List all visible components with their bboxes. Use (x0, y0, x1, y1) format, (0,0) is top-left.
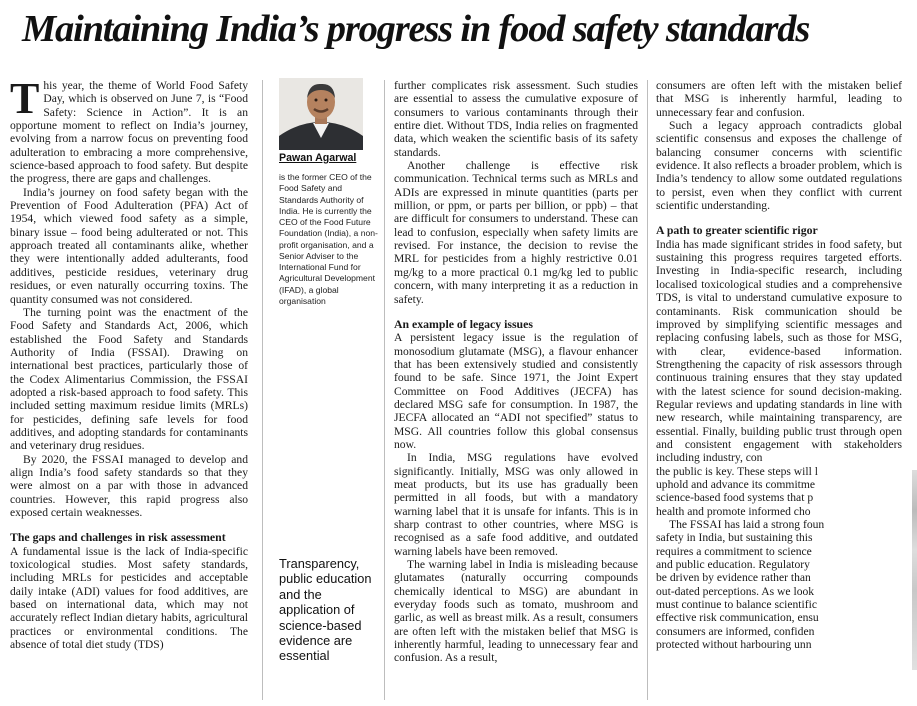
column-divider (262, 80, 263, 700)
paragraph: The turning point was the enactment of the Food Safety and Standards Act, 2006, which established the Food Safety and Standards Authority of India (FSSAI). Drawing on international best practices, particularly those of the Codex Alimentarius Commission, the FSSAI adopted a risk-based approach to food safety. This included setting maximum residue limits (MRLs) for pesticides, defining safe levels for food additives, and adopting standards for contaminants and veterinary drug residues. (10, 305, 248, 453)
paragraph: India has made significant strides in food safety, but sustaining this progress requires targeted efforts. Investing in India-specific research, including localised toxicological studies and a comprehensive TDS, is vital to understand cumulative exposure to contaminants. Risk communication should be improved by simplifying scientific messages and replacing confusing labels, such as those for MSG, with clear, evidence-based information. Strengthening the capacity of risk assessors through continuous training ensures that they stay updated with the latest science for sound decision-making. Regular reviews and updating standards in line with new research, while maintaining transparency, are essential. Finally, building public trust through open and consistent engagement with stakeholders including industry, con the public is key. These steps will l uphold and advance its commitme science-based food systems that p health and promote informed cho (656, 237, 902, 518)
column-divider (384, 80, 385, 700)
column-divider (647, 80, 648, 700)
paragraph: In India, MSG regulations have evolved significantly. Initially, MSG was only allowed in meat products, but its use has gradually been permitted in all foods, but with a mandatory warning label that it is unsafe for infants. This is in sharp contrast to other countries, where MSG is recognised as a safe food additive, and outdated warning labels have been removed. (394, 451, 638, 558)
author-bio: is the former CEO of the Food Safety and Standards Authority of India. He is currently the CEO of the Food Future Foundation (India), a non-profit organisation, and a Senior Adviser to the International Fund for Agricultural Development (IFAD), a global organisation (279, 172, 378, 306)
article-column-1 (10, 79, 248, 696)
author-name: Pawan Agarwal (279, 152, 357, 164)
paragraph: Such a legacy approach contradicts global scientific consensus and exposes the challenge of balancing consumer concerns with scientific evidence. It also reflects a broader problem, which is India’s tendency to allow some outdated regulations to persist, even when they conflict with current scientific understanding. (656, 119, 902, 213)
page-edge (912, 470, 917, 670)
headline: Maintaining India’s progress in food safety standards (22, 8, 810, 50)
paragraph: A fundamental issue is the lack of India-specific toxicological studies. Most safety standards, including MRLs for pesticides and acceptable daily intake (ADI) values for food additives, are based on international data, which may not accurately reflect Indian dietary habits, agricultural practices or environmental conditions. The absence of total diet study (TDS) (10, 544, 248, 652)
section-heading: A path to greater scientific rigor (656, 223, 818, 238)
paragraph: A persistent legacy issue is the regulation of monosodium glutamate (MSG), a flavour enhancer that has been extensively studied and consistently found to be safe. Since 1971, the Joint Expert Committee on Food Additives (JECFA) has declared MSG safe for consumption. In 1987, the JECFA allocated an “ADI not specified” status to MSG. All countries follow this global consensus now. (394, 331, 638, 451)
section-heading: The gaps and challenges in risk assessment (10, 530, 226, 545)
paragraph: consumers are often left with the mistaken belief that MSG is inherently harmful, leading to unnecessary fear and confusion. (656, 79, 902, 119)
paragraph: further complicates risk assessment. Such studies are essential to assess the cumulative exposure of consumers to various contaminants through their entire diet. Without TDS, India relies on fragmented data, which weaken the scientific basis of its safety standards. (394, 79, 638, 159)
paragraph: Another challenge is effective risk communication. Technical terms such as MRLs and ADIs are expressed in minute quantities (parts per million, or ppm, or parts per billion, or ppb) – that are difficult for consumers to understand. These can lead to confusion, especially when safety limits are revised. For instance, the decision to revise the MRL for pesticides from a highly restrictive 0.01 mg/kg to a more practical 0.1 mg/kg led to public concern, with many interpreting it as a reduction in safety. (394, 159, 638, 306)
paragraph: This year, the theme of World Food Safety Day, which is observed on June 7, is “Food Safety: Science in Action”. It is an opportune moment to reflect on India’s journey, evolving from a narrow focus on preventing food adulteration to embracing a more comprehensive, science-based approach to food safety. But despite the progress, there are gaps and challenges. (10, 79, 248, 186)
article-column-3 (394, 79, 638, 665)
torn-corner (828, 466, 917, 706)
drop-cap: T (10, 79, 40, 123)
paragraph: The FSSAI has laid a strong foun safety in India, but sustaining this requires a commitment to science and public education. Regulatory be driven by evidence rather than out-dated perceptions. As we look must continue to balance scientific effective risk communication, ensu consumers are informed, confiden protected without harbouring unn (656, 518, 825, 652)
section-heading: An example of legacy issues (394, 316, 533, 331)
pull-quote: Transparency, public education and the application of science-based evidence are essential (279, 556, 372, 664)
paragraph: India’s journey on food safety began with the Prevention of Food Adulteration (PFA) Act of 1954, which viewed food safety as a simple, binary issue – food being adulterated or not. This approach treated all contaminants alike, whether they were intentionally added adulterants, food additives, pesticide residues, veterinary drug residues, or even naturally occurring toxins. The quantity consumed was not considered. (10, 185, 248, 306)
paragraph: By 2020, the FSSAI managed to develop and align India’s food safety standards so that they were almost on a par with those in advanced countries. However, this rapid progress also exposed certain weaknesses. (10, 452, 248, 519)
author-photo (279, 78, 363, 150)
paragraph: The warning label in India is misleading because glutamates (naturally occurring compounds chemically identical to MSG) are abundant in everyday foods such as tomato, mushroom and garlic, as well as breast milk. As a result, consumers are often left with the mistaken belief that MSG is inherently harmful, leading to unnecessary fear and confusion. As a result, (394, 558, 638, 665)
